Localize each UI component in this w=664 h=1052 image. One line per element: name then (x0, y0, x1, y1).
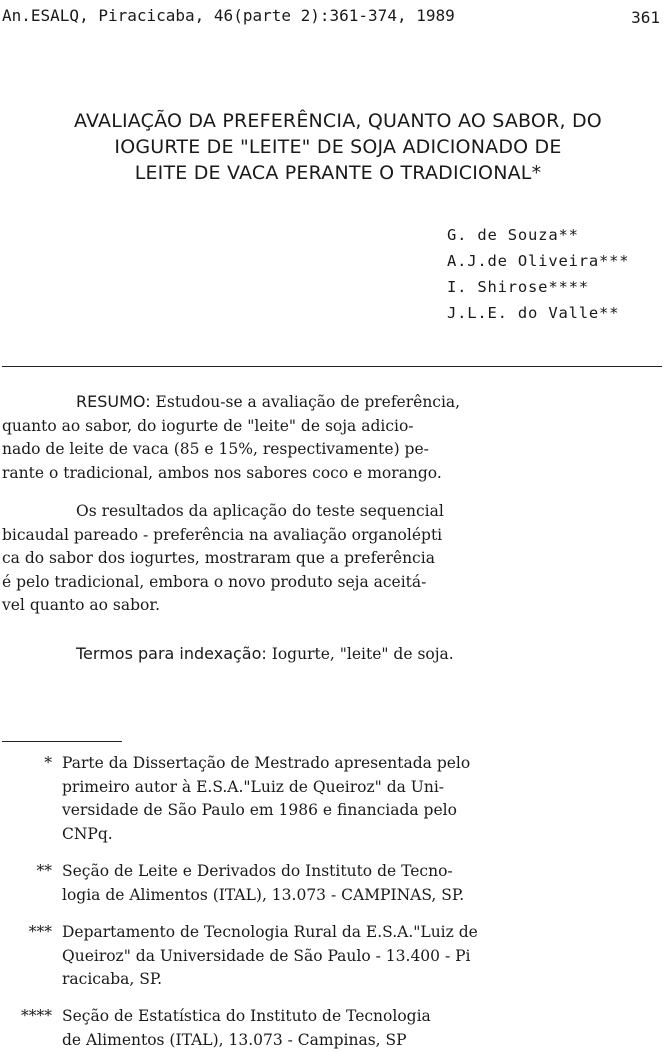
results-line: ca do sabor dos iogurtes, mostraram que a preferência (2, 547, 662, 571)
author: I. Shirose**** (447, 274, 629, 300)
index-terms-value: Iogurte, "leite" de soja. (272, 645, 454, 663)
abstract-paragraph (2, 390, 662, 485)
footnote-line: versidade de São Paulo em 1986 e financiada pelo (62, 799, 662, 823)
running-header (2, 0, 664, 28)
author-list (447, 222, 629, 326)
footnote-divider (2, 741, 122, 742)
footnote-mark: ** (37, 860, 53, 884)
footnote-line: de Alimentos (ITAL), 13.073 - Campinas, SP (62, 1029, 662, 1052)
footnote-line: Seção de Leite e Derivados do Instituto de Tecno- (62, 860, 662, 884)
title-line: IOGURTE DE "LEITE" DE SOJA ADICIONADO DE (0, 134, 664, 160)
results-line: Os resultados da aplicação do teste sequencial (2, 500, 662, 524)
footnote-line: Seção de Estatística do Instituto de Tecnologia (62, 1005, 662, 1029)
abstract-heading: RESUMO: (76, 392, 151, 411)
footnote-line: CNPq. (62, 823, 662, 847)
footnote-line: Parte da Dissertação de Mestrado apresentada pelo (62, 752, 662, 776)
section-divider (2, 366, 662, 367)
footnote-mark: *** (29, 921, 52, 945)
index-terms-label: Termos para indexação: (76, 644, 267, 663)
author: A.J.de Oliveira*** (447, 248, 629, 274)
abstract-line: nado de leite de vaca (85 e 15%, respectivamente) pe- (2, 438, 662, 462)
results-line: bicaudal pareado - preferência na avaliação organolépti (2, 524, 662, 548)
journal-citation: An.ESALQ, Piracicaba, 46(parte 2):361-374, 1989 (2, 2, 455, 30)
abstract-line: rante o tradicional, ambos nos sabores coco e morango. (2, 462, 662, 486)
author: G. de Souza** (447, 222, 629, 248)
footnote-line: logia de Alimentos (ITAL), 13.073 - CAMPINAS, SP. (62, 884, 662, 908)
footnote-line: Queiroz" da Universidade de São Paulo - 13.400 - Pi (62, 945, 662, 969)
results-paragraph (2, 500, 662, 618)
index-terms (76, 642, 662, 667)
footnote-mark: * (44, 752, 52, 776)
footnote-line: Departamento de Tecnologia Rural da E.S.A."Luiz de (62, 921, 662, 945)
footnote-line: primeiro autor à E.S.A."Luiz de Queiroz" da Uni- (62, 776, 662, 800)
footnote-line: racicaba, SP. (62, 968, 662, 992)
abstract-line: RESUMO: Estudou-se a avaliação de preferência, (2, 390, 662, 415)
results-line: é pelo tradicional, embora o novo produto seja aceitá- (2, 571, 662, 595)
abstract-line: quanto ao sabor, do iogurte de "leite" de soja adicio- (2, 415, 662, 439)
page-number: 361 (631, 4, 660, 32)
author: J.L.E. do Valle** (447, 300, 629, 326)
results-line: vel quanto ao sabor. (2, 594, 662, 618)
paper-title (0, 108, 664, 186)
title-line: AVALIAÇÃO DA PREFERÊNCIA, QUANTO AO SABOR, DO (0, 108, 664, 134)
title-line: LEITE DE VACA PERANTE O TRADICIONAL* (0, 160, 664, 186)
footnote-mark: **** (21, 1005, 52, 1029)
